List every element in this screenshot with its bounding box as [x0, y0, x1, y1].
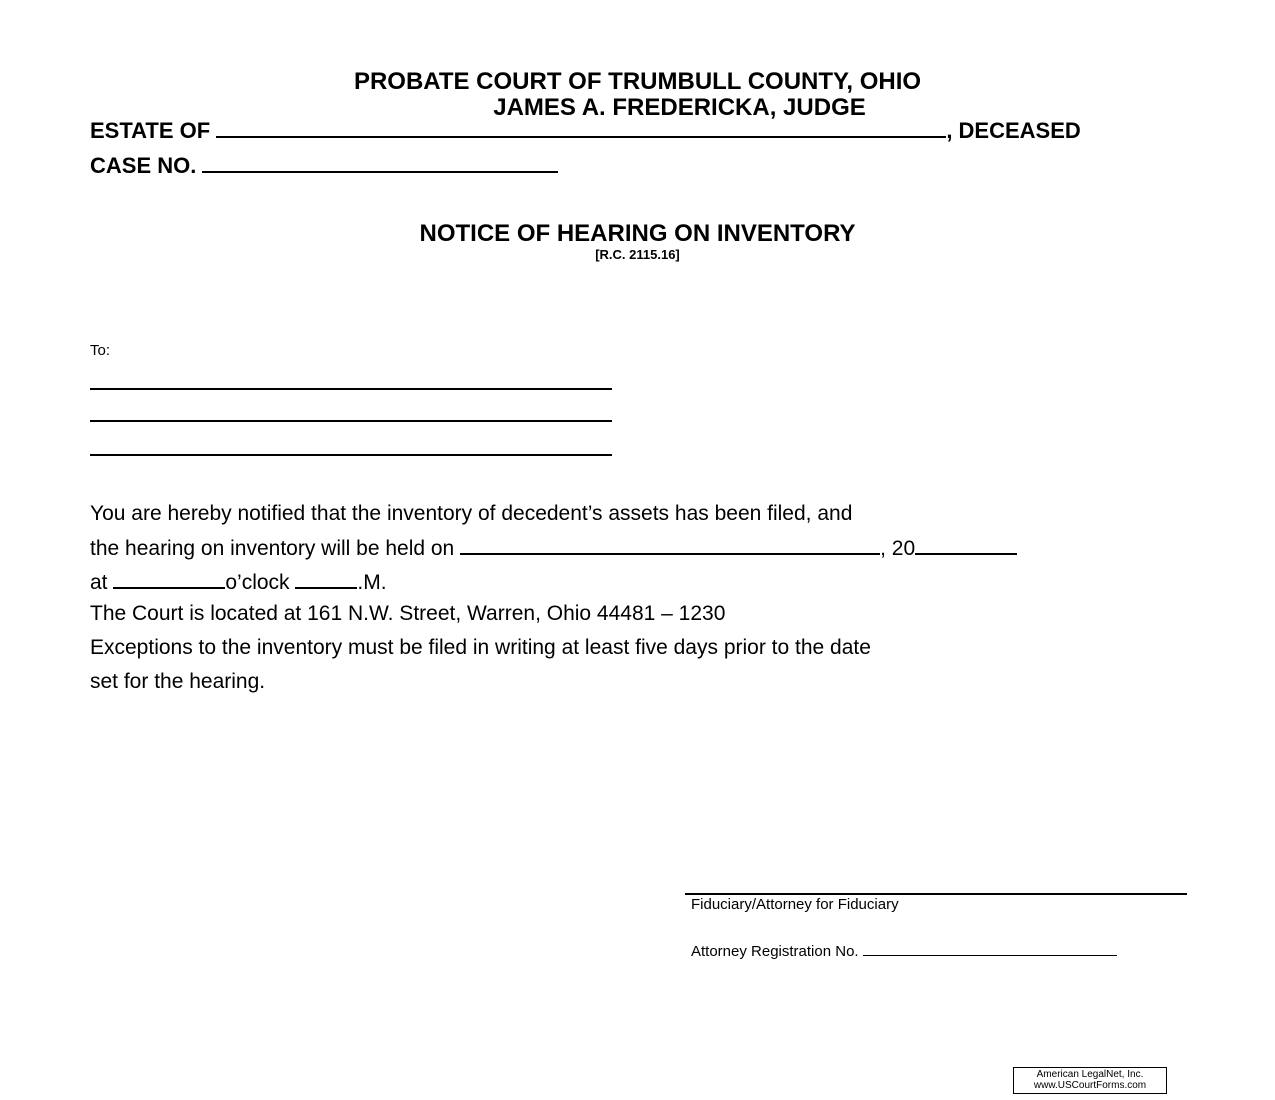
fiduciary-label: Fiduciary/Attorney for Fiduciary	[691, 896, 899, 913]
body-line-6: set for the hearing.	[90, 670, 266, 693]
recipient-line-3[interactable]	[90, 454, 612, 456]
court-heading: PROBATE COURT OF TRUMBULL COUNTY, OHIO	[353, 68, 922, 95]
hearing-date-label: the hearing on inventory will be held on	[90, 537, 455, 560]
document-title: NOTICE OF HEARING ON INVENTORY	[419, 220, 856, 247]
estate-label: ESTATE OF	[90, 118, 211, 143]
hearing-year-field[interactable]	[915, 535, 1017, 555]
recipient-line-1[interactable]	[90, 388, 612, 390]
signature-line[interactable]	[685, 893, 1187, 895]
deceased-label: , DECEASED	[946, 118, 1081, 143]
publisher-box	[1013, 1067, 1167, 1094]
case-line	[90, 153, 558, 179]
to-label: To:	[90, 342, 111, 359]
body-line-2	[90, 535, 1017, 561]
m-label: .M.	[357, 571, 387, 594]
at-label: at	[90, 571, 108, 594]
estate-line	[90, 118, 1081, 144]
hearing-hour-field[interactable]	[113, 569, 225, 589]
publisher-name: American LegalNet, Inc.	[1036, 1069, 1144, 1080]
registration-line	[691, 943, 1117, 960]
court-address: The Court is located at 161 N.W. Street, Warren, Ohio 44481 – 1230	[90, 602, 726, 625]
body-line-3	[90, 569, 387, 595]
registration-label: Attorney Registration No.	[691, 943, 859, 960]
registration-number-field[interactable]	[863, 943, 1117, 956]
hearing-date-field[interactable]	[460, 535, 880, 555]
am-pm-field[interactable]	[295, 569, 357, 589]
publisher-url: www.USCourtForms.com	[1033, 1080, 1147, 1091]
year-prefix: , 20	[880, 537, 916, 560]
statute-reference: [R.C. 2115.16]	[595, 247, 680, 262]
oclock-label: o’clock	[225, 571, 290, 594]
estate-name-field[interactable]	[216, 118, 946, 138]
body-line-1: You are hereby notified that the inventory of decedent’s assets has been filed, and	[90, 502, 853, 525]
recipient-line-2[interactable]	[90, 420, 612, 422]
judge-heading: JAMES A. FREDERICKA, JUDGE	[493, 94, 866, 121]
body-line-5: Exceptions to the inventory must be filed in writing at least five days prior to the date	[90, 636, 871, 659]
case-label: CASE NO.	[90, 153, 197, 178]
case-number-field[interactable]	[202, 153, 558, 173]
